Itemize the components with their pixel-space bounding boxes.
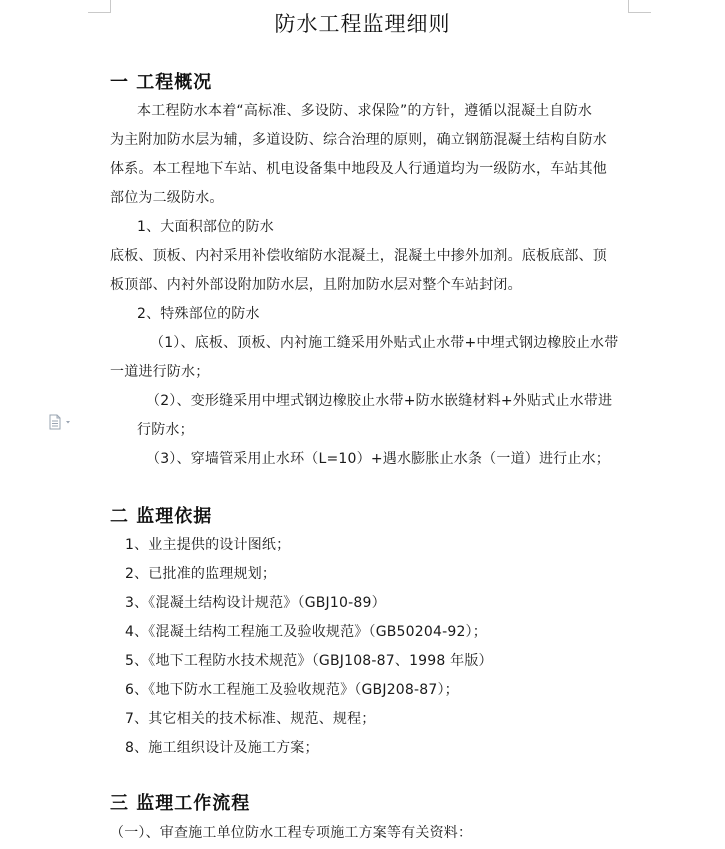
subheading-special-parts: 2、特殊部位的防水: [137, 306, 260, 322]
paragraph-line: 为主附加防水层为辅，多道设防、综合治理的原则，确立钢筋混凝土结构自防水: [110, 132, 607, 148]
list-item: 4、《混凝土结构工程施工及验收规范》（GB50204-92）；: [125, 624, 487, 640]
list-item: 3、《混凝土结构设计规范》（GBJ10-89）: [125, 595, 386, 611]
subheading-large-area: 1、大面积部位的防水: [137, 219, 274, 235]
list-item-line: 行防水；: [137, 422, 194, 438]
list-item-line: 一道进行防水；: [110, 364, 210, 380]
list-item-line: （3）、穿墙管采用止水环（L=10）+遇水膨胀止水条（一道）进行止水；: [146, 451, 610, 467]
list-item: 6、《地下防水工程施工及验收规范》（GBJ208-87）；: [125, 682, 459, 698]
list-item: 2、已批准的监理规划；: [125, 566, 277, 582]
list-item: 7、其它相关的技术标准、规范、规程；: [125, 711, 376, 727]
paragraph-line: 板顶部、内衬外部设附加防水层，且附加防水层对整个车站封闭。: [110, 277, 522, 293]
document-icon[interactable]: [48, 414, 76, 430]
paragraph-line: 本工程防水本着“高标准、多设防、求保险”的方针，遵循以混凝土自防水: [137, 103, 593, 119]
section-heading-basis: 二 监理依据: [110, 506, 213, 527]
section-heading-workflow: 三 监理工作流程: [110, 793, 251, 814]
list-item: 8、施工组织设计及施工方案；: [125, 740, 319, 756]
dropdown-arrow-icon: [66, 421, 70, 424]
section-heading-overview: 一 工程概况: [110, 72, 213, 93]
list-item-line: （2）、变形缝采用中埋式钢边橡胶止水带+防水嵌缝材料+外贴式止水带进: [146, 393, 613, 409]
document-title: 防水工程监理细则: [274, 12, 451, 36]
paragraph-line: （一）、审查施工单位防水工程专项施工方案等有关资料：: [110, 825, 473, 841]
paragraph-line: 体系。本工程地下车站、机电设备集中地段及人行通道均为一级防水，车站其他: [110, 161, 607, 177]
list-item: 1、业主提供的设计图纸；: [125, 537, 291, 553]
paragraph-line: 底板、顶板、内衬采用补偿收缩防水混凝土，混凝土中掺外加剂。底板底部、顶: [110, 248, 607, 264]
list-item: 5、《地下工程防水技术规范》（GBJ108-87、1998 年版）: [125, 653, 493, 669]
paragraph-line: 部位为二级防水。: [110, 190, 224, 206]
list-item-line: （1）、底板、顶板、内衬施工缝采用外贴式止水带+中埋式钢边橡胶止水带: [150, 335, 619, 351]
